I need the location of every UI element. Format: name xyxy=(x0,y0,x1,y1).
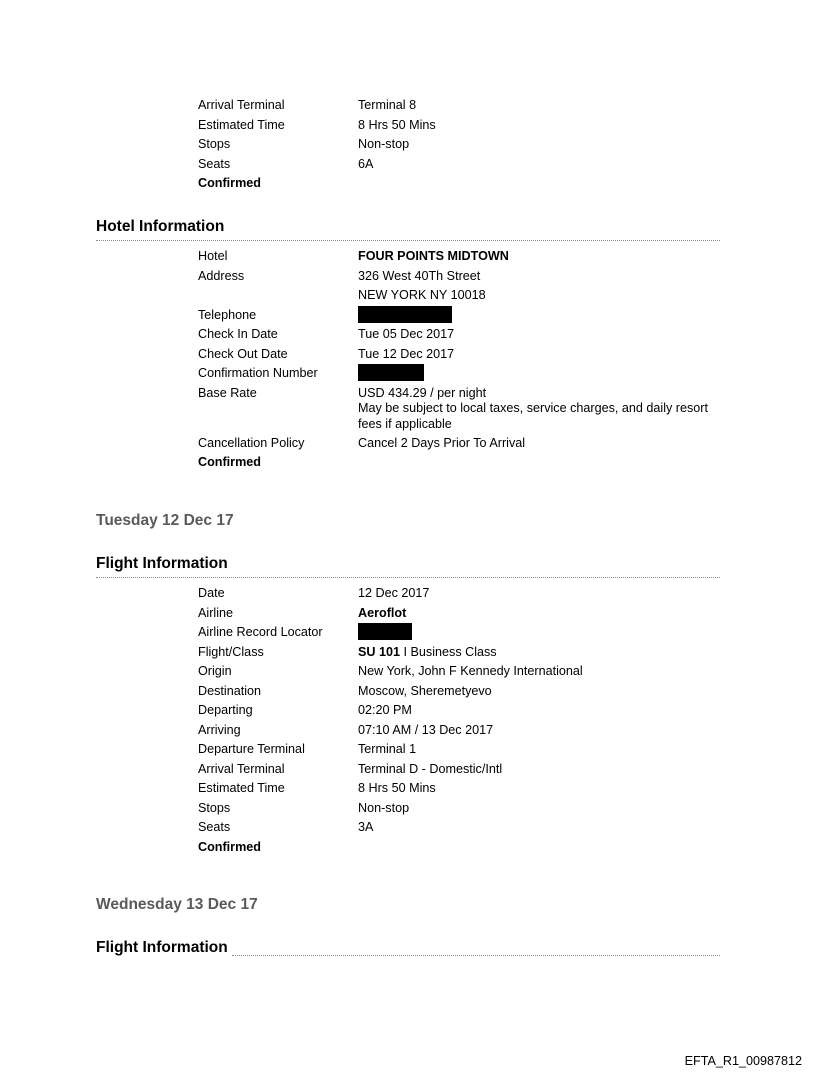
field-value: 8 Hrs 50 Mins xyxy=(358,781,436,795)
hotel-details xyxy=(198,247,738,473)
base-rate: USD 434.29 / per night xyxy=(358,385,487,400)
field-label: Check Out Date xyxy=(198,346,288,361)
hotel-name-row xyxy=(198,247,738,267)
field-label: Arriving xyxy=(198,722,241,737)
hotel-section-title: Hotel Information xyxy=(96,216,720,241)
base-rate-value xyxy=(358,386,718,433)
flight-section-title: Flight Information xyxy=(96,937,720,961)
arrival-terminal-row xyxy=(198,96,738,116)
field-label: Arrival Terminal xyxy=(198,98,285,112)
day-heading: Wednesday 13 Dec 17 xyxy=(96,896,258,913)
airline-row xyxy=(198,604,738,624)
field-label: Telephone xyxy=(198,307,257,322)
redacted-record-locator xyxy=(358,623,412,643)
field-value: 12 Dec 2017 xyxy=(358,586,430,600)
field-label: Seats xyxy=(198,156,231,171)
record-locator-row xyxy=(198,623,738,643)
status-row xyxy=(198,174,738,194)
telephone-row xyxy=(198,306,738,326)
field-label: Confirmation Number xyxy=(198,366,318,380)
field-label: Stops xyxy=(198,800,231,815)
cancellation-row xyxy=(198,434,738,454)
destination-row xyxy=(198,682,738,702)
field-value: Terminal 8 xyxy=(358,98,417,112)
field-value: 6A xyxy=(358,156,374,171)
field-label: Stops xyxy=(198,137,231,151)
departure-terminal-row xyxy=(198,740,738,760)
arriving-row xyxy=(198,721,738,741)
field-label: Flight/Class xyxy=(198,644,264,659)
origin-row xyxy=(198,662,738,682)
field-label: Date xyxy=(198,586,225,600)
redacted-confirmation xyxy=(358,364,424,384)
seats-row xyxy=(198,818,738,838)
confirmation-row xyxy=(198,364,738,384)
field-label: Airline Record Locator xyxy=(198,625,323,639)
field-label: Origin xyxy=(198,664,232,678)
field-label: Seats xyxy=(198,820,231,834)
field-label: Arrival Terminal xyxy=(198,761,285,776)
checkout-row xyxy=(198,345,738,365)
estimated-time-row xyxy=(198,116,738,136)
flight-class-row xyxy=(198,643,738,663)
day-heading: Tuesday 12 Dec 17 xyxy=(96,512,234,529)
stops-row xyxy=(198,135,738,155)
field-value: 3A xyxy=(358,820,374,834)
field-value: Non-stop xyxy=(358,137,410,151)
estimated-time-row xyxy=(198,779,738,799)
base-rate-note: May be subject to local taxes, service charges, and daily resort fees if applicable xyxy=(358,401,708,431)
departing-row xyxy=(198,701,738,721)
field-value: Non-stop xyxy=(358,800,410,815)
redacted-telephone xyxy=(358,306,452,326)
stops-row xyxy=(198,799,738,819)
address-row xyxy=(198,267,738,287)
field-value: Terminal 1 xyxy=(358,742,417,756)
document-id: EFTA_R1_00987812 xyxy=(684,1054,802,1068)
arrival-terminal-row xyxy=(198,760,738,780)
field-value: 07:10 AM / 13 Dec 2017 xyxy=(358,722,494,737)
airline-name: Aeroflot xyxy=(358,605,407,620)
field-value: Tue 12 Dec 2017 xyxy=(358,346,455,361)
date-row xyxy=(198,584,738,604)
status-confirmed: Confirmed xyxy=(198,176,261,190)
address-line1: 326 West 40Th Street xyxy=(358,268,481,283)
field-value: Moscow, Sheremetyevo xyxy=(358,683,492,698)
seats-row xyxy=(198,155,738,175)
flight2-details xyxy=(198,584,738,857)
field-value: 8 Hrs 50 Mins xyxy=(358,117,436,132)
status-row xyxy=(198,453,738,473)
field-value: Cancel 2 Days Prior To Arrival xyxy=(358,435,526,450)
flight-number: SU 101 xyxy=(358,644,401,659)
field-label: Hotel xyxy=(198,249,228,263)
flight-class: I Business Class xyxy=(400,644,497,659)
field-label: Estimated Time xyxy=(198,781,285,795)
field-label: Base Rate xyxy=(198,385,257,400)
field-label: Destination xyxy=(198,683,262,698)
address-line2: NEW YORK NY 10018 xyxy=(358,288,486,302)
flight-section-title: Flight Information xyxy=(96,553,720,578)
field-value: New York, John F Kennedy International xyxy=(358,664,583,678)
flight-class-value xyxy=(358,643,497,663)
status-row xyxy=(198,838,738,858)
base-rate-row xyxy=(198,384,738,434)
field-value: Terminal D - Domestic/Intl xyxy=(358,761,503,776)
checkin-row xyxy=(198,325,738,345)
field-value: Tue 05 Dec 2017 xyxy=(358,327,455,341)
flight1-tail-details xyxy=(198,96,738,194)
field-value: 02:20 PM xyxy=(358,703,412,717)
hotel-name: FOUR POINTS MIDTOWN xyxy=(358,249,509,263)
status-confirmed: Confirmed xyxy=(198,455,261,469)
field-label: Estimated Time xyxy=(198,117,285,132)
address-row-2 xyxy=(198,286,738,306)
field-label: Cancellation Policy xyxy=(198,435,305,450)
field-label: Departing xyxy=(198,703,253,717)
field-label: Departure Terminal xyxy=(198,742,305,756)
status-confirmed: Confirmed xyxy=(198,839,261,854)
field-label: Address xyxy=(198,268,245,283)
field-label: Check In Date xyxy=(198,327,278,341)
field-label: Airline xyxy=(198,605,233,620)
